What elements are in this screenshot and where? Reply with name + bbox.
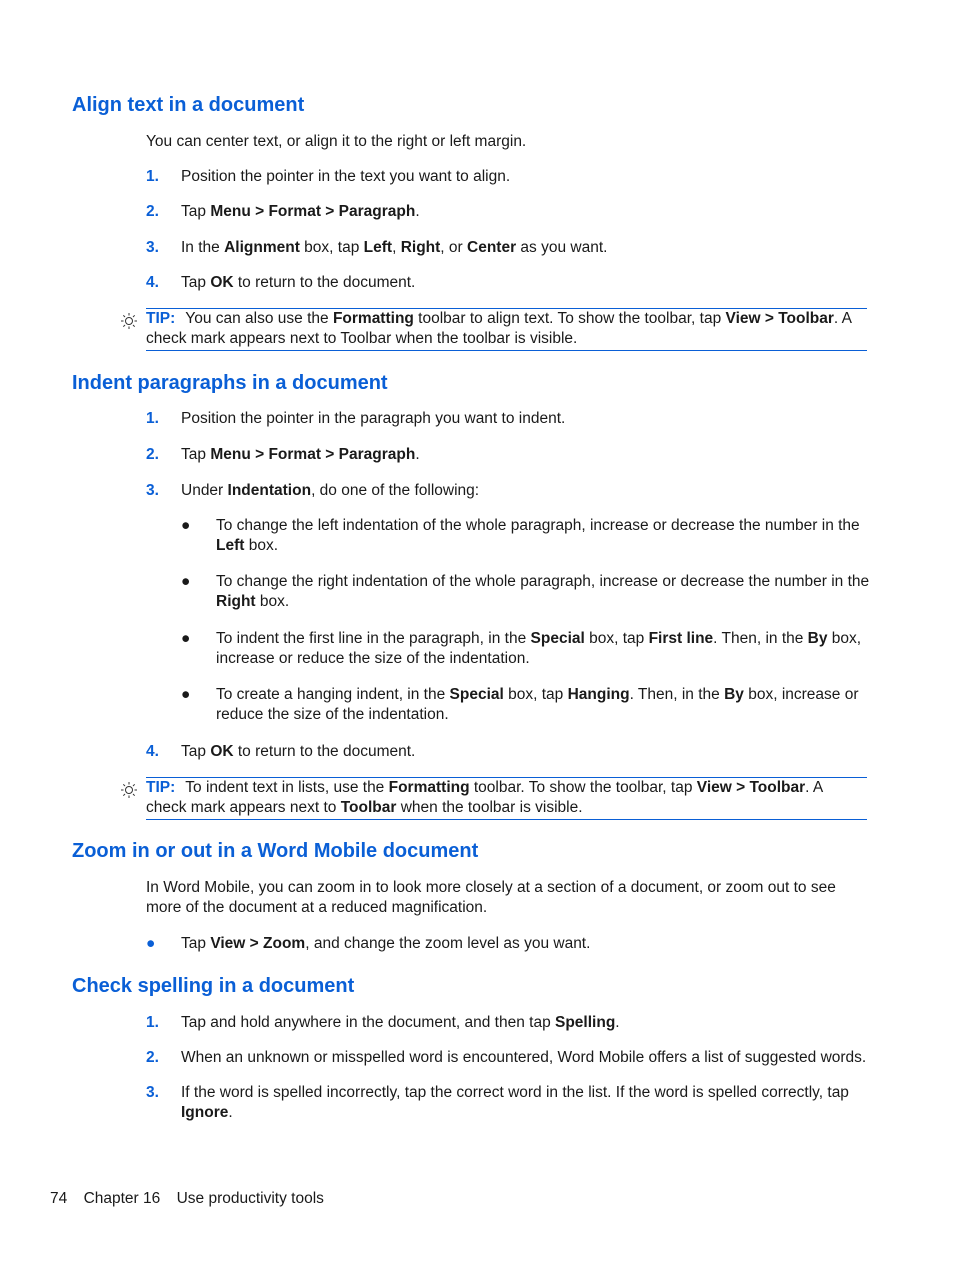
spell-step-1: 1. Tap and hold anywhere in the document, and then tap Spelling. — [146, 1014, 620, 1031]
indent-step-1: 1. Position the pointer in the paragraph you want to indent. — [146, 410, 566, 427]
indent-step-2: 2. Tap Menu > Format > Paragraph. — [146, 446, 420, 463]
page-footer — [50, 1190, 336, 1208]
indent-bullet-first-line: ● To indent the first line in the paragraph, in the Special box, tap First line. Then, in the By box, increase or reduce the size of the indentation. — [181, 630, 862, 667]
align-step-4: 4. Tap OK to return to the document. — [146, 274, 416, 291]
page-number: 74 — [50, 1190, 68, 1207]
indent-step-4: 4. Tap OK to return to the document. — [146, 743, 416, 760]
indent-bullet-hanging: ● To create a hanging indent, in the Special box, tap Hanging. Then, in the By box, increase or reduce the size of the indentation. — [181, 686, 859, 723]
heading-check-spelling: Check spelling in a document — [72, 975, 355, 997]
spell-step-3: 3. If the word is spelled incorrectly, tap the correct word in the list. If the word is spelled correctly, tap Ignore. — [146, 1084, 849, 1121]
heading-align-text: Align text in a document — [72, 94, 305, 116]
paragraph-align-intro: You can center text, or align it to the right or left margin. — [146, 133, 527, 150]
chapter-title: Use productivity tools — [176, 1190, 324, 1207]
indent-step-3: 3. Under Indentation, do one of the following: — [146, 482, 480, 499]
heading-zoom: Zoom in or out in a Word Mobile document — [72, 840, 479, 862]
align-step-3: 3. In the Alignment box, tap Left, Right, or Center as you want. — [146, 239, 608, 256]
indent-bullet-left: ● To change the left indentation of the whole paragraph, increase or decrease the number in the Left box. — [181, 517, 860, 554]
align-step-2: 2. Tap Menu > Format > Paragraph. — [146, 203, 420, 220]
tip-box-align: TIP: You can also use the Formatting toolbar to align text. To show the toolbar, tap View > Toolbar. A check mark appears next to Toolbar when the toolbar is visible. — [146, 308, 867, 351]
align-step-1: 1. Position the pointer in the text you want to align. — [146, 168, 511, 185]
heading-indent-paragraphs: Indent paragraphs in a document — [72, 372, 388, 394]
lightbulb-icon — [120, 781, 138, 799]
lightbulb-icon — [120, 312, 138, 330]
paragraph-zoom-intro: In Word Mobile, you can zoom in to look more closely at a section of a document, or zoom out to see more of the document at a reduced magnification. — [146, 879, 836, 916]
chapter-label: Chapter 16 — [83, 1190, 161, 1207]
indent-bullet-right: ● To change the right indentation of the whole paragraph, increase or decrease the number in the Right box. — [181, 573, 870, 610]
zoom-bullet: ● Tap View > Zoom, and change the zoom level as you want. — [146, 935, 591, 952]
spell-step-2: 2. When an unknown or misspelled word is encountered, Word Mobile offers a list of suggested words. — [146, 1049, 867, 1066]
tip-box-indent: TIP: To indent text in lists, use the Formatting toolbar. To show the toolbar, tap View > Toolbar. A check mark appears next to Toolbar when the toolbar is visible. — [146, 777, 867, 820]
